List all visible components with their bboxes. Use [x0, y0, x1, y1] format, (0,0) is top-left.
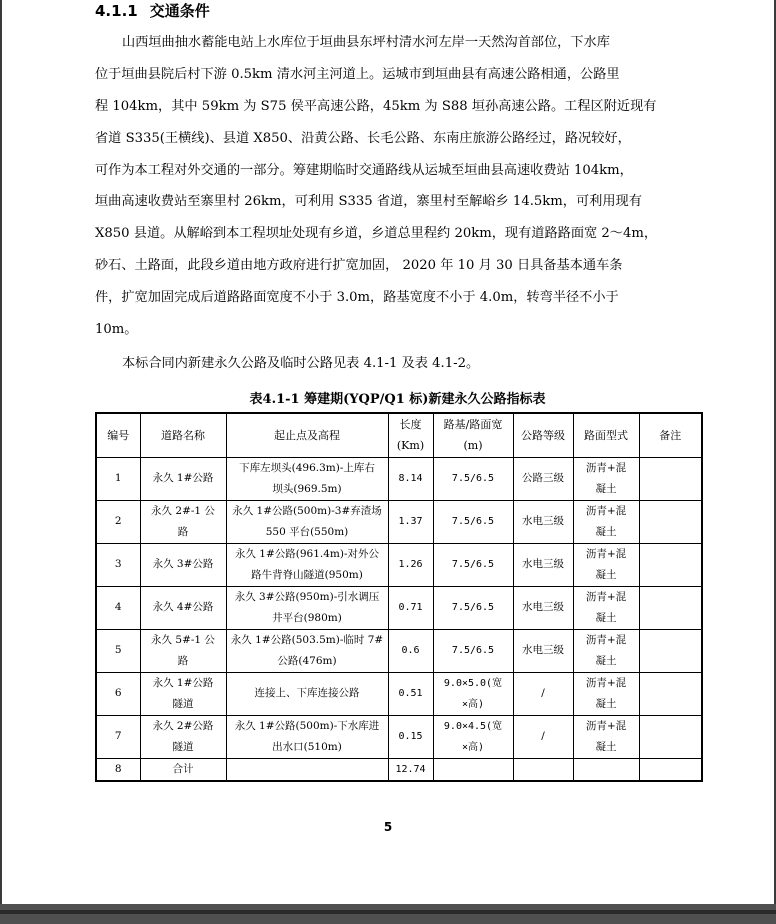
paragraph-line: 砂石、土路面，此段乡道由地方政府进行扩宽加固， 2020 年 10 月 30 日具备基本通车条 [95, 258, 623, 274]
cell-surface-line: 沥青+混 [585, 590, 627, 603]
table-total-row [96, 758, 702, 781]
cell-no: 1 [96, 457, 140, 500]
cell-width-line: 7.5/6.5 [451, 602, 495, 613]
cell-surface-line: 沥青+混 [585, 461, 627, 474]
cell-start-end-line: 下库左坝头(496.3m)-上库右 [239, 461, 375, 474]
cell-width [433, 715, 513, 758]
paragraph-line: 垣曲高速收费站至寨里村 26km，可利用 S335 省道，寨里村至解峪乡 14.5km，可利用现有 [95, 194, 642, 210]
cell-grade: 水电三级 [513, 629, 573, 672]
table-row [96, 500, 702, 543]
header-no: 编号 [96, 413, 140, 457]
paragraph-line: 本标合同内新建永久公路及临时公路见表 4.1-1 及表 4.1-2。 [122, 356, 480, 371]
cell-note [639, 543, 702, 586]
cell-length: 0.15 [388, 715, 433, 758]
cell-length: 1.26 [388, 543, 433, 586]
cell-width [433, 672, 513, 715]
cell-width-line: 9.0×4.5(宽 [443, 720, 503, 732]
cell-no: 2 [96, 500, 140, 543]
total-empty [573, 758, 639, 781]
cell-no: 5 [96, 629, 140, 672]
cell-width [433, 543, 513, 586]
total-label: 合计 [140, 758, 226, 781]
page-left-edge [0, 0, 2, 904]
cell-grade: 公路三级 [513, 457, 573, 500]
cell-no: 3 [96, 543, 140, 586]
cell-start-end-line: 出水口(510m) [272, 740, 342, 753]
cell-width-line: 7.5/6.5 [451, 516, 495, 527]
table-row [96, 629, 702, 672]
cell-surface [573, 543, 639, 586]
cell-width [433, 500, 513, 543]
cell-road-name-line: 永久 1#公路 [152, 676, 214, 689]
cell-start-end-line: 永久 1#公路(961.4m)-对外公 [234, 547, 380, 560]
cell-no: 7 [96, 715, 140, 758]
paragraph-line: 程 104km，其中 59km 为 S75 侯平高速公路，45km 为 S88 垣孙高速公路。工程区附近现有 [95, 98, 657, 114]
cell-note [639, 586, 702, 629]
paragraph-line: 省道 S335(王横线)、县道 X850、沿黄公路、长毛公路、东南庄旅游公路经过，路况较好， [95, 130, 631, 146]
cell-note [639, 457, 702, 500]
cell-grade: 水电三级 [513, 586, 573, 629]
cell-surface-line: 凝土 [595, 740, 617, 753]
table-header-row [96, 413, 702, 457]
cell-surface-line: 凝土 [595, 611, 617, 624]
header-name: 道路名称 [140, 413, 226, 457]
cell-start-end [226, 586, 388, 629]
cell-grade: 水电三级 [513, 500, 573, 543]
total-no: 8 [96, 758, 140, 781]
section-heading [95, 0, 210, 22]
cell-note [639, 672, 702, 715]
cell-road-name-line: 隧道 [172, 697, 194, 710]
cell-start-end [226, 500, 388, 543]
cell-no: 4 [96, 586, 140, 629]
cell-surface [573, 715, 639, 758]
cell-start-end-line: 路牛背脊山隧道(950m) [251, 568, 363, 581]
cell-road-name-line: 路 [177, 654, 189, 667]
paragraph-line: 可作为本工程对外交通的一部分。筹建期临时交通路线从运城至垣曲县高速收费站 104km， [95, 162, 633, 178]
cell-start-end-line: 公路(476m) [277, 654, 337, 667]
cell-note [639, 500, 702, 543]
cell-surface-line: 沥青+混 [585, 504, 627, 517]
table-row [96, 586, 702, 629]
cell-start-end-line: 550 平台(550m) [265, 525, 349, 538]
cell-start-end [226, 629, 388, 672]
cell-road-name-line: 隧道 [172, 740, 194, 753]
cell-start-end-line: 坝头(969.5m) [272, 482, 342, 495]
paragraph-line: 位于垣曲县院后村下游 0.5km 清水河主河道上。运城市到垣曲县有高速公路相通，公路里 [95, 66, 620, 82]
cell-length: 8.14 [388, 457, 433, 500]
cell-road-name [140, 543, 226, 586]
cell-start-end-line: 永久 1#公路(503.5m)-临时 7# [230, 633, 384, 646]
cell-road-name-line: 永久 2#-1 公 [151, 504, 215, 517]
cell-surface [573, 500, 639, 543]
cell-surface [573, 672, 639, 715]
header-note: 备注 [639, 413, 702, 457]
cell-road-name [140, 457, 226, 500]
cell-road-name [140, 715, 226, 758]
cell-road-name-line: 永久 4#公路 [152, 601, 214, 613]
paragraph-line: 件，扩宽加固完成后道路路面宽度不小于 3.0m，路基宽度不小于 4.0m，转弯半径不小于 [95, 290, 619, 306]
viewer-scrollbar-track [0, 910, 776, 914]
cell-surface-line: 沥青+混 [585, 547, 627, 560]
header-length [388, 413, 433, 457]
total-empty [433, 758, 513, 781]
cell-start-end-line: 永久 3#公路(950m)-引水调压 [234, 590, 380, 603]
cell-road-name [140, 500, 226, 543]
table-reference-paragraph [95, 348, 707, 380]
section-title: 交通条件 [149, 2, 210, 20]
header-length-label: 长度 [399, 418, 422, 432]
cell-surface-line: 凝土 [595, 525, 617, 538]
cell-width-line: 7.5/6.5 [451, 645, 495, 656]
section-number: 4.1.1 [95, 2, 138, 20]
cell-start-end-line: 井平台(980m) [272, 611, 342, 624]
header-width-unit: (m) [463, 439, 483, 453]
paragraph-line: 10m。 [95, 322, 138, 338]
cell-width-line: 7.5/6.5 [451, 473, 495, 484]
header-surface: 路面型式 [573, 413, 639, 457]
cell-surface [573, 586, 639, 629]
cell-road-name-line: 永久 1#公路 [152, 472, 214, 484]
cell-length: 0.51 [388, 672, 433, 715]
cell-surface [573, 629, 639, 672]
viewer-bottom-bar [0, 904, 776, 924]
cell-start-end [226, 543, 388, 586]
cell-no: 6 [96, 672, 140, 715]
cell-grade: / [513, 672, 573, 715]
cell-road-name-line: 永久 5#-1 公 [151, 633, 215, 646]
cell-road-name-line: 永久 3#公路 [152, 558, 214, 570]
cell-length: 1.37 [388, 500, 433, 543]
page-number: 5 [383, 820, 393, 834]
header-grade: 公路等级 [513, 413, 573, 457]
traffic-paragraph [95, 27, 707, 346]
permanent-road-table [95, 412, 703, 782]
cell-road-name [140, 672, 226, 715]
cell-road-name [140, 586, 226, 629]
cell-grade: 水电三级 [513, 543, 573, 586]
cell-start-end [226, 715, 388, 758]
cell-road-name-line: 永久 2#公路 [152, 719, 214, 732]
total-empty [226, 758, 388, 781]
header-width [433, 413, 513, 457]
header-length-unit: (Km) [396, 439, 425, 453]
cell-start-end-line: 连接上、下库连接公路 [254, 687, 360, 699]
cell-start-end [226, 672, 388, 715]
cell-width-line: 9.0×5.0(宽 [443, 677, 503, 689]
header-start-end: 起止点及高程 [226, 413, 388, 457]
cell-road-name [140, 629, 226, 672]
table-row [96, 543, 702, 586]
cell-surface-line: 沥青+混 [585, 719, 627, 732]
cell-start-end-line: 永久 1#公路(500m)-下水库进 [234, 719, 380, 732]
cell-surface-line: 凝土 [595, 568, 617, 581]
cell-note [639, 715, 702, 758]
cell-width [433, 629, 513, 672]
cell-grade: / [513, 715, 573, 758]
cell-surface-line: 凝土 [595, 654, 617, 667]
cell-length: 0.6 [388, 629, 433, 672]
cell-width-line: ×高) [461, 698, 485, 710]
paragraph-line: X850 县道。从解峪到本工程坝址处现有乡道，乡道总里程约 20km，现有道路路面宽 2～4m， [95, 226, 658, 242]
header-width-label: 路基/路面宽 [443, 418, 503, 432]
cell-note [639, 629, 702, 672]
cell-surface-line: 凝土 [595, 697, 617, 710]
total-empty [639, 758, 702, 781]
cell-surface-line: 凝土 [595, 482, 617, 495]
total-empty [513, 758, 573, 781]
table-row [96, 672, 702, 715]
cell-width-line: 7.5/6.5 [451, 559, 495, 570]
cell-surface-line: 沥青+混 [585, 676, 627, 689]
table-row [96, 457, 702, 500]
cell-start-end [226, 457, 388, 500]
cell-road-name-line: 路 [177, 525, 189, 538]
cell-surface [573, 457, 639, 500]
cell-start-end-line: 永久 1#公路(500m)-3#弃渣场 [232, 504, 382, 517]
cell-width-line: ×高) [461, 741, 485, 753]
table-row [96, 715, 702, 758]
cell-length: 0.71 [388, 586, 433, 629]
cell-width [433, 586, 513, 629]
total-length: 12.74 [388, 758, 433, 781]
paragraph-line: 山西垣曲抽水蓄能电站上水库位于垣曲县东坪村清水河左岸一天然沟首部位，下水库 [122, 35, 610, 50]
cell-surface-line: 沥青+混 [585, 633, 627, 646]
table-title: 表4.1-1 筹建期(YQP/Q1 标)新建永久公路指标表 [249, 392, 546, 407]
cell-width [433, 457, 513, 500]
